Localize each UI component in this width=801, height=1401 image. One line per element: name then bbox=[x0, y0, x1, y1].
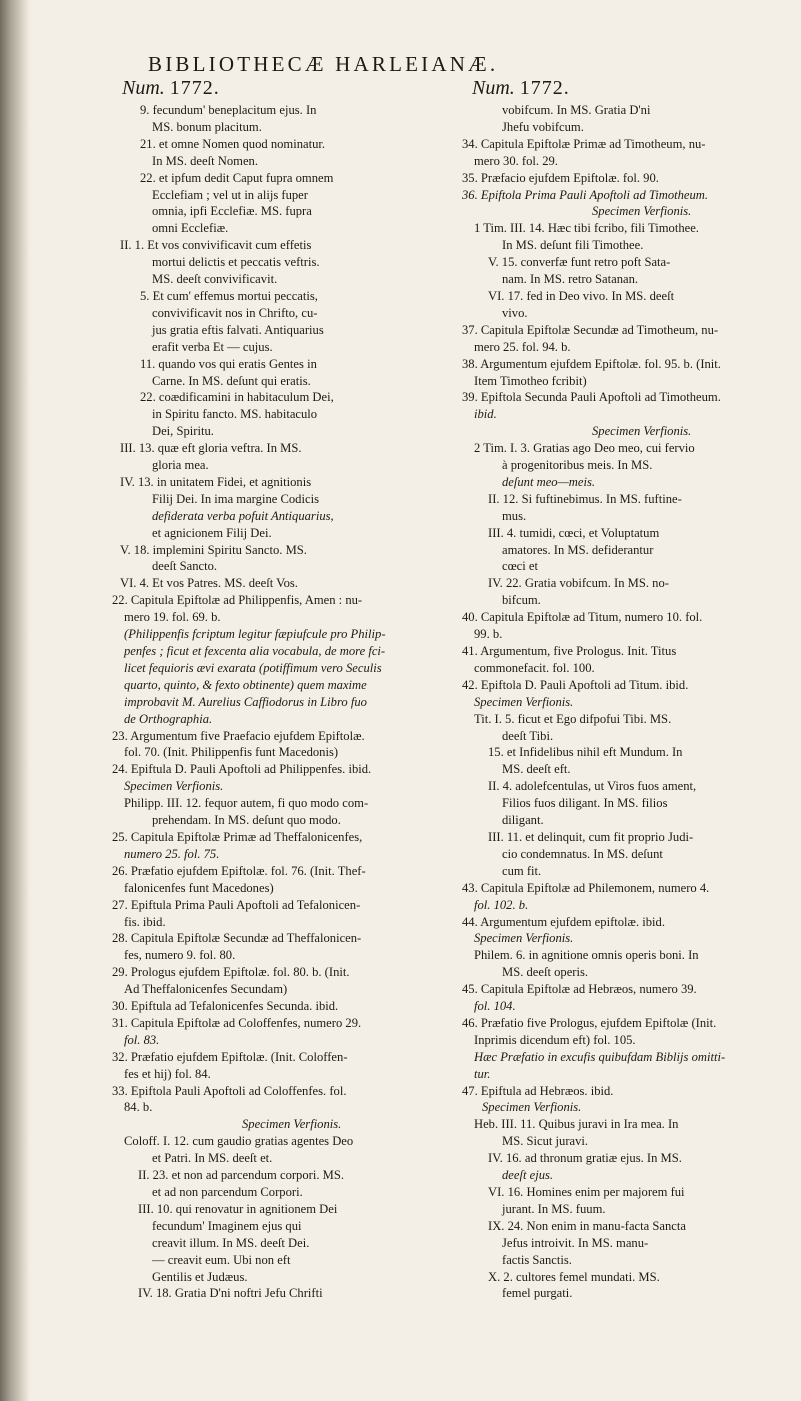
catalog-line: 44. Argumentum ejufdem epiftolæ. ibid. bbox=[462, 914, 665, 929]
catalog-line: erafit verba Et — cujus. bbox=[152, 339, 273, 354]
catalog-line: defiderata verba pofuit Antiquarius, bbox=[152, 508, 334, 523]
catalog-line: MS. deeſt operis. bbox=[502, 965, 589, 980]
catalog-line: VI. 17. fed in Deo vivo. In MS. deeſt bbox=[488, 288, 675, 303]
catalog-line: V. 18. implemini Spiritu Sancto. MS. bbox=[120, 542, 307, 557]
catalog-line: 37. Capitula Epiftolæ Secundæ ad Timotheum, nu- bbox=[462, 322, 719, 337]
catalog-line: MS. deeſt eft. bbox=[502, 762, 571, 777]
catalog-line: IV. 18. Gratia D'ni noftri Jefu Chrifti bbox=[138, 1286, 323, 1301]
catalog-line: 1 Tim. III. 14. Hæc tibi fcribo, fili Timothee. bbox=[474, 221, 699, 236]
catalog-line: licet fequioris ævi exarata (potiffimum vero Seculis bbox=[124, 660, 382, 675]
catalog-line: III. 11. et delinquit, cum fit proprio Judi- bbox=[488, 829, 694, 844]
catalog-line: mus. bbox=[502, 508, 527, 523]
catalog-line: IV. 13. in unitatem Fidei, et agnitionis bbox=[120, 474, 312, 489]
catalog-line: 31. Capitula Epiftolæ ad Coloffenfes, numero 29. bbox=[112, 1015, 362, 1030]
catalog-line: vobifcum. In MS. Gratia D'ni bbox=[502, 103, 651, 117]
catalog-line: 22. Capitula Epiftolæ ad Philippenfis, Amen : nu- bbox=[112, 593, 363, 608]
catalog-line: 23. Argumentum five Praefacio ejufdem Epiftolæ. bbox=[112, 728, 365, 743]
catalog-line: mero 19. fol. 69. b. bbox=[124, 610, 221, 625]
catalog-line: MS. Sicut juravi. bbox=[502, 1134, 589, 1149]
catalog-line: (Philippenfis fcriptum legitur fæpiufcule pro Philip- bbox=[124, 627, 386, 642]
catalog-line: fol. 102. b. bbox=[474, 897, 529, 912]
catalog-line: cio condemnatus. In MS. deſunt bbox=[502, 846, 663, 861]
catalog-line: 47. Epiftula ad Hebræos. ibid. bbox=[462, 1083, 614, 1098]
left-heading-word: Num. bbox=[122, 77, 165, 99]
catalog-line: diligant. bbox=[502, 813, 544, 828]
catalog-line: deeſt Sancto. bbox=[152, 559, 218, 574]
catalog-line: V. 15. converfæ funt retro poft Sata- bbox=[488, 255, 671, 270]
catalog-line: 2 Tim. I. 3. Gratias ago Deo meo, cui fervio bbox=[474, 441, 695, 456]
catalog-line: II. 1. Et vos convivificavit cum effetis bbox=[120, 238, 312, 253]
catalog-line: 35. Præfacio ejufdem Epiftolæ. fol. 90. bbox=[462, 170, 659, 185]
catalog-line: 25. Capitula Epiftolæ Primæ ad Theffalonicenfes, bbox=[112, 829, 363, 844]
catalog-line: IV. 22. Gratia vobifcum. In MS. no- bbox=[488, 576, 669, 591]
catalog-line: In MS. deſunt fili Timothee. bbox=[502, 238, 644, 253]
catalog-line: VI. 16. Homines enim per majorem fui bbox=[488, 1185, 685, 1199]
catalog-line: Specimen Verfionis. bbox=[474, 694, 574, 709]
catalog-line: Item Timotheo fcribit) bbox=[474, 373, 587, 388]
catalog-line: in Spiritu fancto. MS. habitaculo bbox=[152, 407, 318, 422]
catalog-line: mero 30. fol. 29. bbox=[474, 153, 558, 168]
catalog-line: In MS. deeſt Nomen. bbox=[152, 153, 258, 168]
catalog-line: 36. Epiftola Prima Pauli Apoftoli ad Timotheum. bbox=[462, 187, 709, 202]
right-heading-word: Num. bbox=[472, 77, 515, 99]
catalog-line: commonefacit. fol. 100. bbox=[474, 660, 595, 675]
catalog-line: numero 25. fol. 75. bbox=[124, 846, 220, 861]
catalog-line: bifcum. bbox=[502, 593, 541, 608]
left-number-heading bbox=[112, 76, 417, 100]
catalog-line: fes, numero 9. fol. 80. bbox=[124, 948, 236, 963]
catalog-line: III. 10. qui renovatur in agnitionem Dei bbox=[138, 1201, 338, 1216]
catalog-line: MS. deeſt convivificavit. bbox=[152, 272, 278, 287]
catalog-line: 41. Argumentum, five Prologus. Init. Titus bbox=[462, 644, 677, 658]
catalog-line: et agnicionem Filij Dei. bbox=[152, 525, 272, 540]
left-column bbox=[112, 76, 417, 1302]
catalog-line: III. 4. tumidi, cœci, et Voluptatum bbox=[488, 525, 660, 540]
catalog-line: improbavit M. Aurelius Caffiodorus in Libro fuo bbox=[124, 694, 367, 709]
catalog-line: Specimen Verfionis. bbox=[592, 204, 692, 219]
catalog-line: 43. Capitula Epiftolæ ad Philemonem, numero 4. bbox=[462, 880, 710, 895]
catalog-line: II. 4. adolefcentulas, ut Viros fuos ament, bbox=[488, 779, 697, 794]
catalog-line: et ad non parcendum Corpori. bbox=[152, 1185, 303, 1199]
catalog-line: 42. Epiftola D. Pauli Apoftoli ad Titum. ibid. bbox=[462, 677, 689, 692]
catalog-line: III. 13. quæ eft gloria veftra. In MS. bbox=[120, 441, 302, 456]
catalog-line: mortui delictis et peccatis veftris. bbox=[152, 255, 320, 270]
left-entries bbox=[112, 102, 417, 1302]
catalog-line: à progenitoribus meis. In MS. bbox=[502, 458, 653, 473]
catalog-line: Gentilis et Judæus. bbox=[152, 1269, 248, 1284]
catalog-line: Jhefu vobifcum. bbox=[502, 119, 584, 134]
catalog-line: factis Sanctis. bbox=[502, 1252, 572, 1267]
catalog-line: 39. Epiftola Secunda Pauli Apoftoli ad Timotheum. bbox=[462, 390, 721, 405]
catalog-line: Ad Theffalonicenfes Secundam) bbox=[124, 982, 288, 997]
catalog-line: Specimen Verfionis. bbox=[242, 1117, 342, 1132]
catalog-line: 34. Capitula Epiftolæ Primæ ad Timotheum, nu- bbox=[462, 136, 706, 151]
right-column bbox=[462, 76, 787, 1302]
catalog-line: gloria mea. bbox=[152, 458, 209, 473]
catalog-line: et Patri. In MS. deeſt et. bbox=[152, 1151, 273, 1166]
catalog-line: cœci et bbox=[502, 559, 539, 574]
catalog-line: fol. 70. (Init. Philippenfis funt Macedonis) bbox=[124, 745, 339, 760]
catalog-line: amatores. In MS. defiderantur bbox=[502, 542, 654, 557]
catalog-line: 29. Prologus ejufdem Epiftolæ. fol. 80. b. (Init. bbox=[112, 965, 350, 980]
catalog-line: 84. b. bbox=[124, 1100, 153, 1115]
catalog-line: 5. Et cum' effemus mortui peccatis, bbox=[140, 288, 318, 303]
catalog-line: de Orthographia. bbox=[124, 711, 213, 726]
catalog-line: falonicenfes funt Macedones) bbox=[124, 880, 274, 895]
catalog-line: Heb. III. 11. Quibus juravi in Ira mea. In bbox=[474, 1117, 679, 1132]
catalog-line: Filios fuos diligant. In MS. filios bbox=[502, 796, 668, 811]
right-entries bbox=[462, 102, 787, 1302]
catalog-line: vivo. bbox=[502, 305, 528, 320]
left-heading-year: 1772. bbox=[169, 77, 220, 99]
catalog-line: 22. coædificamini in habitaculum Dei, bbox=[140, 390, 334, 405]
catalog-line: 21. et omne Nomen quod nominatur. bbox=[140, 136, 326, 151]
catalog-line: Filij Dei. In ima margine Codicis bbox=[152, 491, 319, 506]
catalog-line: prehendam. In MS. deſunt quo modo. bbox=[152, 813, 341, 828]
catalog-line: omnia, ipfi Ecclefiæ. MS. fupra bbox=[152, 204, 312, 219]
catalog-line: convivificavit nos in Chrifto, cu- bbox=[152, 305, 318, 320]
catalog-line: fecundum' Imaginem ejus qui bbox=[152, 1218, 302, 1233]
catalog-line: Inprimis dicendum eft) fol. 105. bbox=[474, 1032, 636, 1047]
catalog-line: 11. quando vos qui eratis Gentes in bbox=[140, 356, 317, 371]
catalog-line: 32. Præfatio ejufdem Epiftolæ. (Init. Coloffen- bbox=[112, 1049, 348, 1064]
catalog-line: fes et hij) fol. 84. bbox=[124, 1066, 211, 1081]
catalog-line: 28. Capitula Epiftolæ Secundæ ad Theffalonicen- bbox=[112, 931, 362, 946]
catalog-line: creavit illum. In MS. deeſt Dei. bbox=[152, 1235, 310, 1250]
catalog-line: fol. 83. bbox=[124, 1032, 160, 1047]
catalog-line: ibid. bbox=[474, 407, 497, 422]
catalog-line: omni Ecclefiæ. bbox=[152, 221, 229, 236]
catalog-line: deeſt ejus. bbox=[502, 1168, 554, 1183]
catalog-line: II. 23. et non ad parcendum corpori. MS. bbox=[138, 1168, 344, 1183]
catalog-line: 40. Capitula Epiftolæ ad Titum, numero 10. fol. bbox=[462, 610, 703, 625]
catalog-line: 30. Epiftula ad Tefalonicenfes Secunda. ibid. bbox=[112, 999, 339, 1014]
catalog-line: Dei, Spiritu. bbox=[152, 424, 214, 439]
catalog-line: nam. In MS. retro Satanan. bbox=[502, 272, 639, 287]
catalog-line: 38. Argumentum ejufdem Epiftolæ. fol. 95. b. (Init. bbox=[462, 356, 721, 371]
catalog-line: 27. Epiftula Prima Pauli Apoftoli ad Tefalonicen- bbox=[112, 897, 361, 912]
catalog-line: Specimen Verfionis. bbox=[474, 931, 574, 946]
catalog-line: deeſt Tibi. bbox=[502, 728, 554, 743]
catalog-line: penfes ; ficut et fexcenta alia vocabula, de more fci- bbox=[124, 644, 386, 658]
catalog-line: Carne. In MS. deſunt qui eratis. bbox=[152, 373, 311, 388]
catalog-line: 46. Præfatio five Prologus, ejufdem Epiftolæ (Init. bbox=[462, 1015, 717, 1030]
right-heading-year: 1772. bbox=[519, 77, 570, 99]
catalog-line: Coloff. I. 12. cum gaudio gratias agentes Deo bbox=[124, 1134, 354, 1149]
catalog-line: X. 2. cultores femel mundati. MS. bbox=[488, 1269, 660, 1284]
catalog-line: femel purgati. bbox=[502, 1286, 573, 1301]
catalog-line: — creavit eum. Ubi non eft bbox=[152, 1252, 291, 1267]
catalog-line: IV. 16. ad thronum gratiæ ejus. In MS. bbox=[488, 1151, 682, 1166]
catalog-line: Hæc Præfatio in excufis quibufdam Biblijs omitti- bbox=[474, 1049, 726, 1064]
catalog-line: 15. et Infidelibus nihil eft Mundum. In bbox=[488, 745, 683, 760]
catalog-line: VI. 4. Et vos Patres. MS. deeſt Vos. bbox=[120, 576, 298, 591]
catalog-line: Jefus introivit. In MS. manu- bbox=[502, 1235, 649, 1250]
catalog-line: 22. et ipfum dedit Caput fupra omnem bbox=[140, 170, 334, 185]
book-binding-shadow bbox=[0, 0, 30, 1401]
catalog-line: Specimen Verfionis. bbox=[124, 779, 224, 794]
catalog-line: Philipp. III. 12. fequor autem, fi quo modo com- bbox=[124, 796, 369, 811]
catalog-line: II. 12. Si fuftinebimus. In MS. fuftine- bbox=[488, 491, 682, 506]
catalog-line: 24. Epiftula D. Pauli Apoftoli ad Philippenfes. ibid. bbox=[112, 762, 372, 777]
catalog-line: jus gratia eftis falvati. Antiquarius bbox=[152, 322, 324, 337]
catalog-line: quarto, quinto, & fexto obtinente) quem maxime bbox=[124, 677, 367, 692]
catalog-line: MS. bonum placitum. bbox=[152, 119, 262, 134]
running-head: BIBLIOTHECÆ HARLEIANÆ. bbox=[148, 52, 499, 76]
catalog-line: Tit. I. 5. ficut et Ego difpofui Tibi. MS. bbox=[474, 711, 672, 726]
catalog-line: Specimen Verfionis. bbox=[592, 424, 692, 439]
catalog-line: 99. b. bbox=[474, 627, 503, 642]
catalog-line: 26. Præfatio ejufdem Epiftolæ. fol. 76. (Init. Thef- bbox=[112, 863, 366, 878]
catalog-line: Specimen Verfionis. bbox=[482, 1100, 582, 1115]
right-number-heading bbox=[462, 76, 787, 100]
catalog-line: fis. ibid. bbox=[124, 914, 166, 929]
catalog-line: Ecclefiam ; vel ut in alijs fuper bbox=[152, 187, 308, 202]
catalog-line: jurant. In MS. fuum. bbox=[502, 1201, 606, 1216]
catalog-line: mero 25. fol. 94. b. bbox=[474, 339, 571, 354]
catalog-line: 9. fecundum' beneplacitum ejus. In bbox=[140, 103, 317, 117]
catalog-line: deſunt meo—meis. bbox=[502, 474, 596, 489]
catalog-line: IX. 24. Non enim in manu-facta Sancta bbox=[488, 1218, 686, 1233]
catalog-line: cum fit. bbox=[502, 863, 542, 878]
catalog-line: tur. bbox=[474, 1066, 491, 1081]
catalog-line: Philem. 6. in agnitione omnis operis boni. In bbox=[474, 948, 699, 963]
catalog-line: 45. Capitula Epiftolæ ad Hebræos, numero 39. bbox=[462, 982, 697, 997]
catalog-line: fol. 104. bbox=[474, 999, 516, 1014]
catalog-line: 33. Epiftola Pauli Apoftoli ad Coloffenfes. fol. bbox=[112, 1083, 347, 1098]
